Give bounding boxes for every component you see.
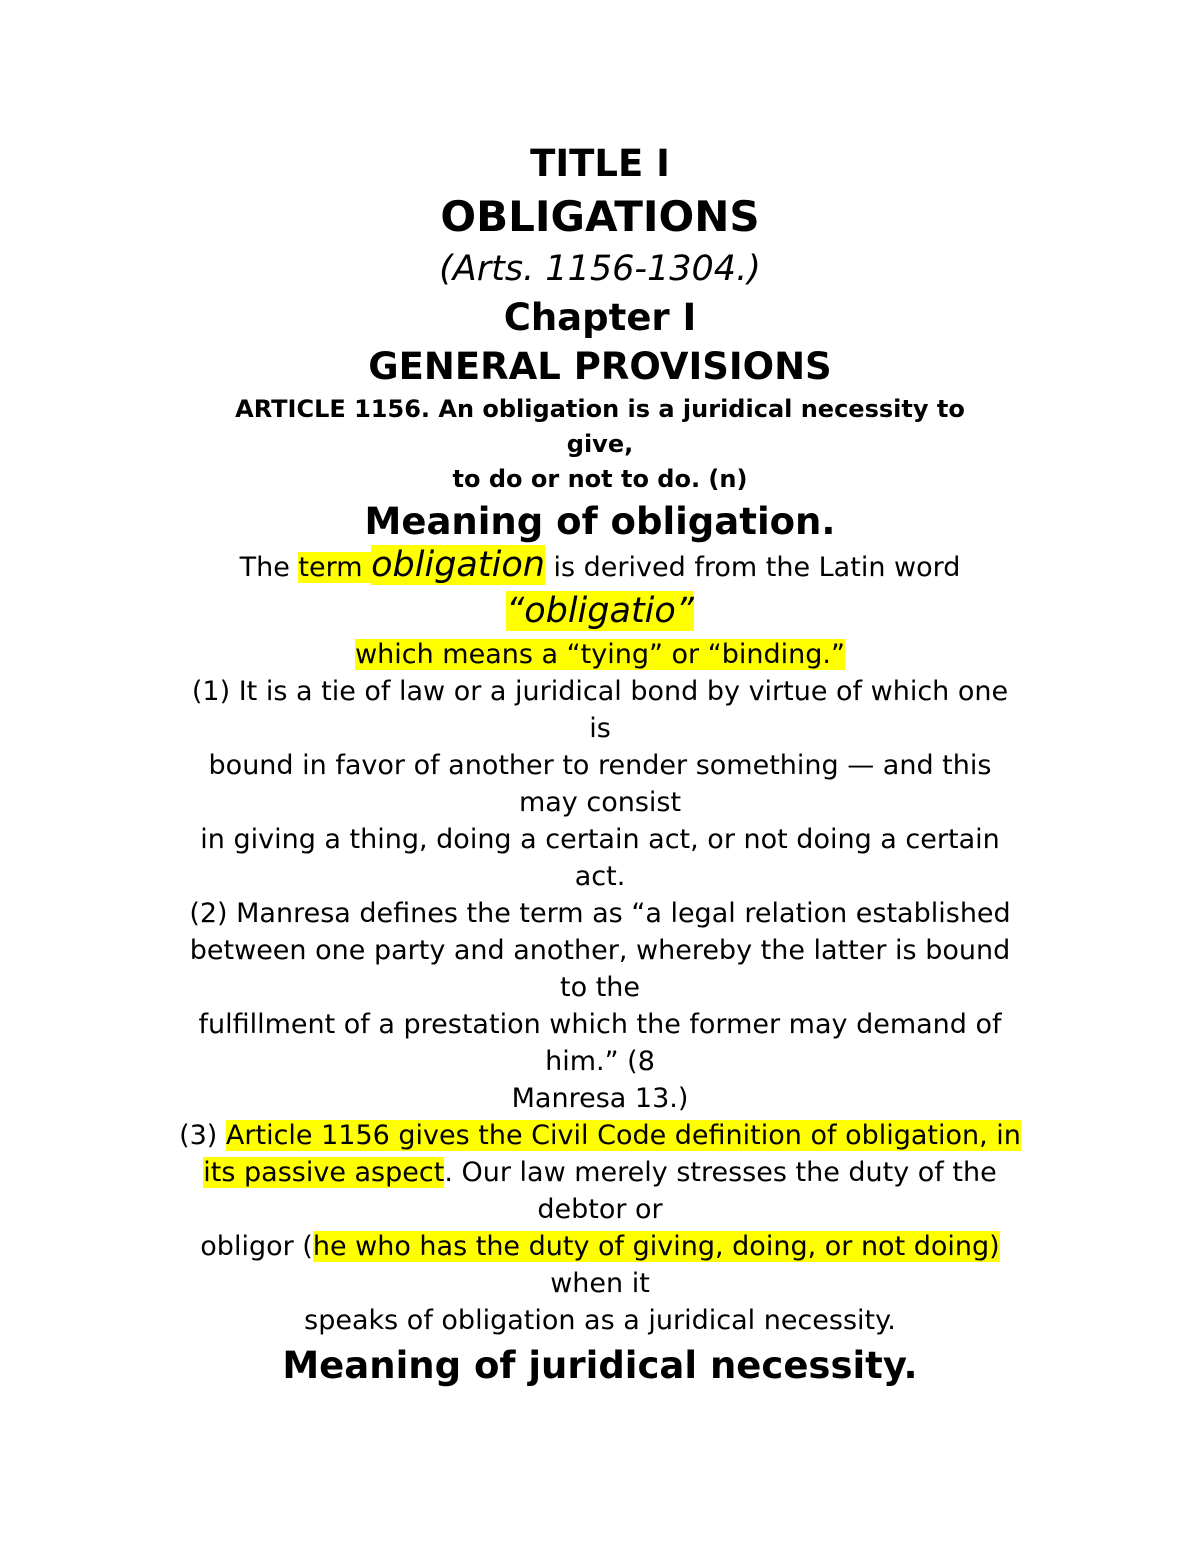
document-content xyxy=(140,138,1060,1391)
section-heading-obligation: Meaning of obligation. xyxy=(364,500,836,543)
text-segment: is derived from the Latin word xyxy=(544,552,961,583)
title-line: TITLE I xyxy=(530,142,670,185)
title-obligations: OBLIGATIONS xyxy=(440,192,760,241)
paragraph-term xyxy=(140,547,1060,586)
item3-line-3: debtor or xyxy=(537,1194,663,1225)
item3-line-5: when it xyxy=(550,1268,650,1299)
text-segment: obligor ( xyxy=(200,1231,313,1262)
text-segment: (3) xyxy=(179,1120,226,1151)
chapter-label: Chapter I xyxy=(503,296,697,339)
highlighted-italic-term: obligation xyxy=(371,545,545,585)
item3-line-2 xyxy=(140,1154,1060,1191)
highlighted-meaning: which means a “tying” or “binding.” xyxy=(355,639,845,670)
item2-line: to the xyxy=(560,972,640,1003)
item3-line-1 xyxy=(140,1117,1060,1154)
item2-line: him.” (8 xyxy=(545,1046,655,1077)
item3-line-4 xyxy=(140,1228,1060,1265)
highlighted-text: he who has the duty of giving, doing, or not doing) xyxy=(312,1231,1000,1262)
item1-line: act. xyxy=(574,861,626,892)
text-segment: . Our law merely stresses the duty of the xyxy=(444,1157,997,1188)
item3-line-6: speaks of obligation as a juridical necessity. xyxy=(304,1305,896,1336)
text-segment: The xyxy=(239,552,299,583)
item1-line: may consist xyxy=(518,787,682,818)
item1-line: in giving a thing, doing a certain act, or not doing a certain xyxy=(200,824,1000,855)
highlighted-text: its passive aspect xyxy=(203,1157,445,1188)
article-line-1: ARTICLE 1156. An obligation is a juridical necessity to xyxy=(235,395,965,423)
highlighted-latin-word: “obligatio” xyxy=(506,591,694,631)
highlighted-text: Article 1156 gives the Civil Code definition of obligation, in xyxy=(225,1120,1021,1151)
item2-line: fulfillment of a prestation which the former may demand of xyxy=(198,1009,1002,1040)
item2-line: (2) Manresa defines the term as “a legal relation established xyxy=(189,898,1011,929)
item1-line: is xyxy=(589,713,611,744)
item2-line: Manresa 13.) xyxy=(511,1083,689,1114)
section-heading-juridical-necessity: Meaning of juridical necessity. xyxy=(282,1344,918,1387)
articles-range: (Arts. 1156-1304.) xyxy=(439,249,761,289)
item2-line: between one party and another, whereby the latter is bound xyxy=(189,935,1011,966)
article-line-2: give, xyxy=(566,430,634,458)
highlighted-text: term xyxy=(298,552,372,583)
latin-word-line xyxy=(140,586,1060,636)
meaning-line xyxy=(140,636,1060,673)
item1-line: (1) It is a tie of law or a juridical bond by virtue of which one xyxy=(191,676,1009,707)
article-line-3: to do or not to do. (n) xyxy=(452,465,748,493)
chapter-name: GENERAL PROVISIONS xyxy=(368,345,832,388)
item1-line: bound in favor of another to render something — and this xyxy=(208,750,992,781)
